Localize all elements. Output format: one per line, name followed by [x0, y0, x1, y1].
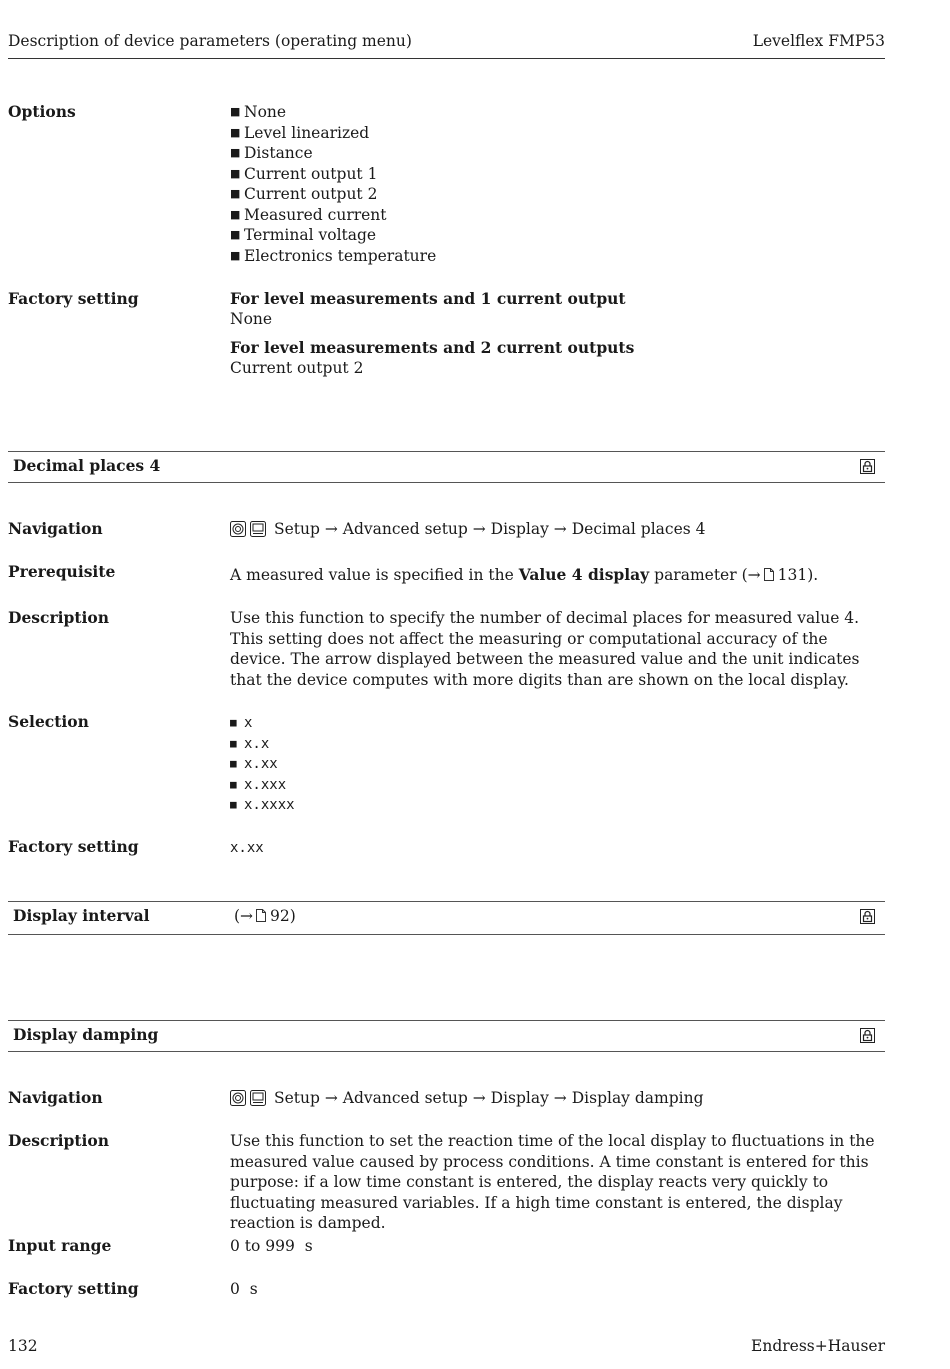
operate-icon: [231, 522, 246, 537]
navigation-path-text: Setup → Advanced setup → Display → Display damping: [274, 1089, 704, 1107]
lock-icon: [860, 909, 875, 924]
document-ref-icon: [764, 568, 774, 581]
factory-value-1: None: [230, 310, 273, 328]
list-item: ■ None: [230, 102, 885, 123]
prerequisite-text: [230, 565, 885, 586]
factory-heading-2: For level measurements and 2 current outputs: [230, 338, 635, 357]
factory-setting-label: Factory setting: [8, 289, 139, 308]
parameter-name: Value 4 display: [518, 565, 650, 584]
list-item: ■ Distance: [230, 143, 885, 164]
description-text: Use this function to set the reaction time of the local display to fluctuations in the measured value caused by process conditions. A time constant is entered for this purpose: if a low time constant is entered, the display reacts very quickly to fluctuating measured variables. If a high time constant is entered, the display reaction is damped.: [230, 1132, 875, 1232]
page-number: 132: [8, 1337, 38, 1355]
header-rule: [8, 58, 885, 59]
input-range-value: 0 to 999 s: [230, 1237, 313, 1255]
list-item: ■ Terminal voltage: [230, 225, 885, 246]
navigation-label: Navigation: [8, 1088, 103, 1107]
list-item: ■ x.xxxx: [230, 795, 885, 816]
list-item: ■ x.x: [230, 734, 885, 755]
list-item: ■ x.xx: [230, 754, 885, 775]
prerequisite-pre: A measured value is specified in the: [230, 566, 514, 584]
description-label: Description: [8, 1131, 110, 1150]
list-item: ■ Current output 2: [230, 184, 885, 205]
description-label: Description: [8, 608, 110, 627]
list-item: ■ x: [230, 713, 885, 734]
list-item: ■ Level linearized: [230, 123, 885, 144]
document-ref-icon: [256, 909, 266, 922]
list-item: ■ Current output 1: [230, 164, 885, 185]
prerequisite-label: Prerequisite: [8, 562, 116, 581]
operate-icon: [231, 1091, 246, 1106]
input-range-label: Input range: [8, 1236, 112, 1255]
page-reference: 92): [270, 907, 296, 925]
list-item: ■ Measured current: [230, 205, 885, 226]
description-text: Use this function to specify the number of decimal places for measured value 4. This setting does not affect the measuring or computational accuracy of the device. The arrow displayed between the measured value and the unit indicates that the device computes with more digits than are shown on the local display.: [230, 609, 860, 689]
page-reference[interactable]: 131).: [777, 566, 819, 584]
header-title: Description of device parameters (operating menu): [8, 32, 412, 50]
prerequisite-mid: parameter (→: [654, 566, 761, 584]
navigation-path: [230, 1088, 885, 1112]
factory-setting-label: Factory setting: [8, 1279, 139, 1298]
factory-setting-value: 0 s: [230, 1280, 258, 1298]
section-bar-decimal-places: [8, 451, 885, 483]
header-product: Levelflex FMP53: [752, 32, 885, 50]
display-icon: [251, 522, 266, 537]
factory-setting-value: x.xx: [230, 840, 264, 856]
factory-value-2: Current output 2: [230, 359, 364, 377]
section-title: Decimal places 4: [13, 456, 161, 475]
section-title: Display damping: [13, 1025, 159, 1044]
footer-company: Endress+Hauser: [751, 1337, 885, 1355]
display-icon: [251, 1091, 266, 1106]
options-list: [230, 102, 885, 266]
list-item: ■ Electronics temperature: [230, 246, 885, 267]
factory-heading-1: For level measurements and 1 current output: [230, 289, 626, 308]
selection-list: [230, 713, 885, 816]
display-interval-reference[interactable]: [234, 906, 296, 927]
section-bar-display-damping: [8, 1020, 885, 1052]
navigation-label: Navigation: [8, 519, 103, 538]
ref-arrow: (→: [234, 907, 254, 925]
lock-icon: [860, 459, 875, 474]
lock-icon: [860, 1028, 875, 1043]
navigation-path-text: Setup → Advanced setup → Display → Decimal places 4: [274, 520, 706, 538]
navigation-icons: [230, 1090, 266, 1112]
section-title: Display interval: [13, 906, 150, 925]
navigation-icons: [230, 521, 266, 543]
selection-label: Selection: [8, 712, 89, 731]
section-bar-display-interval: [8, 901, 885, 935]
list-item: ■ x.xxx: [230, 775, 885, 796]
navigation-path: [230, 519, 885, 543]
options-label: Options: [8, 102, 76, 121]
factory-setting-label: Factory setting: [8, 837, 139, 856]
